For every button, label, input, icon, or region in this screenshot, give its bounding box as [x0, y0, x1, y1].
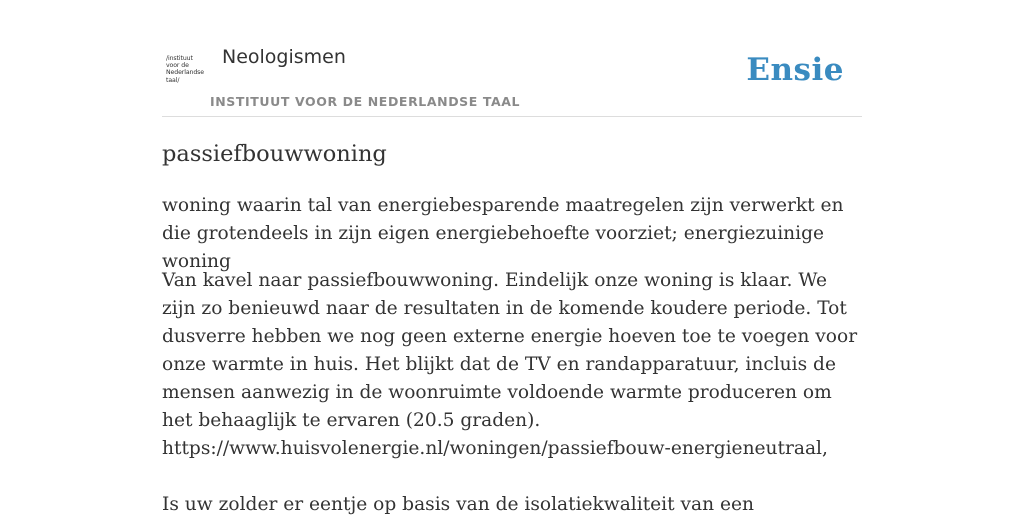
ensie-brand-logo[interactable]: Ensie — [746, 52, 844, 88]
entry-word: passiefbouwwoning — [162, 141, 387, 167]
ivdnt-logo[interactable] — [166, 55, 208, 91]
entry-definition: woning waarin tal van energiebesparende maatregelen zijn verwerkt en die grotendeels in zijn eigen energiebehoefte voorziet; energiezuinige woning — [162, 195, 844, 272]
logo-line: /instituut — [166, 55, 193, 62]
site-title[interactable]: Neologismen — [222, 46, 346, 68]
logo-line: voor de — [166, 62, 189, 70]
example-text-2: Is uw zolder er eentje op basis van de isolatiekwaliteit van een — [162, 494, 754, 515]
site-subtitle: INSTITUUT VOOR DE NEDERLANDSE TAAL — [210, 94, 521, 109]
logo-line: Nederlandse — [166, 69, 205, 77]
example-text: Van kavel naar passiefbouwwoning. Eindelijk onze woning is klaar. We zijn zo benieuwd naar de resultaten in de komende koudere periode. Tot dusverre hebben we nog geen externe energie hoeven toe te voegen voor onze warmte in huis. Het blijkt dat de TV en randapparatuur, incluis de mensen aanwezig in de woonruimte voldoende warmte produceren om het behaaglijk te ervaren (20.5 graden). — [162, 270, 858, 431]
page-container — [162, 0, 862, 515]
header — [162, 0, 862, 117]
example-source-link[interactable]: https://www.huisvolenergie.nl/woningen/passiefbouw-energieneutraal, — [162, 438, 828, 459]
entry-example — [162, 267, 862, 519]
logo-line: taal/ — [166, 76, 180, 84]
